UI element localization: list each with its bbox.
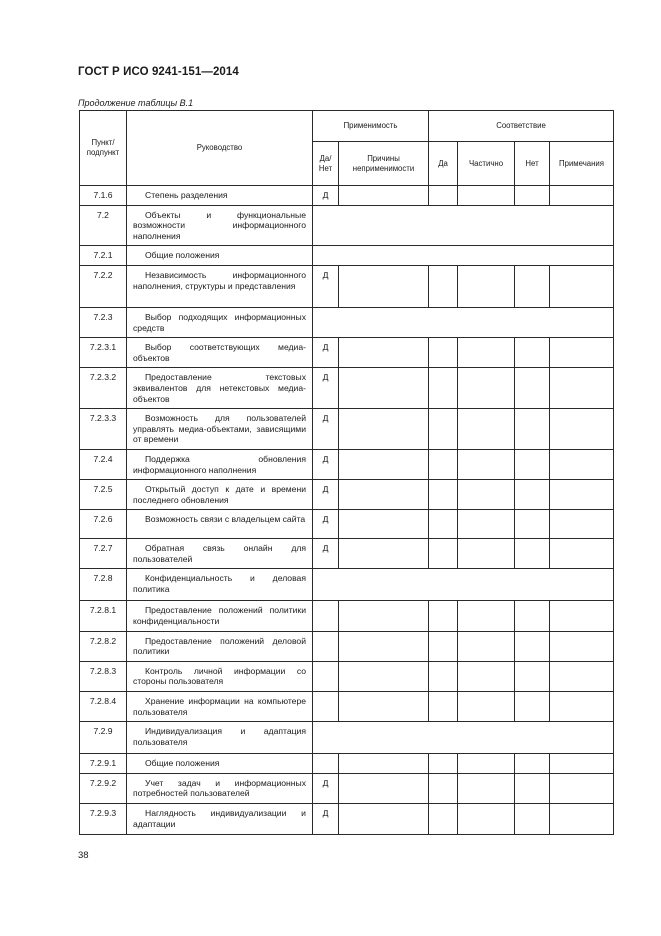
guidance-cell: [127, 539, 313, 569]
compliance-yes-cell: [429, 409, 458, 450]
compliance-table: [79, 110, 614, 835]
compliance-yes-cell: [429, 601, 458, 631]
compliance-partial-cell: [458, 631, 515, 661]
notes-cell: [550, 409, 614, 450]
guidance-text: Предоставление положений деловой политики: [133, 635, 306, 657]
compliance-yes-cell: [429, 631, 458, 661]
document-title: ГОСТ Р ИСО 9241-151—2014: [78, 66, 239, 78]
guidance-cell: [127, 449, 313, 479]
header-yes: Да: [429, 142, 458, 186]
reason-cell: [339, 601, 429, 631]
compliance-yes-cell: [429, 265, 458, 307]
applicability-value: Д: [313, 338, 339, 368]
table-row: [80, 307, 614, 337]
guidance-text: Общие положения: [145, 758, 220, 769]
notes-cell: [550, 186, 614, 206]
table-row: [80, 265, 614, 307]
item-number: 7.2.3: [80, 307, 127, 337]
notes-cell: [550, 449, 614, 479]
notes-cell: [550, 510, 614, 539]
item-number: 7.2.9: [80, 722, 127, 754]
guidance-cell: [127, 631, 313, 661]
guidance-cell: [127, 773, 313, 803]
compliance-no-cell: [515, 692, 550, 722]
guidance-text: Независимость информационного наполнения, структуры и представления: [133, 269, 306, 291]
merged-empty-cell: [313, 205, 614, 246]
page-number: 38: [78, 850, 89, 861]
merged-empty-cell: [313, 569, 614, 601]
compliance-partial-cell: [458, 754, 515, 774]
compliance-no-cell: [515, 601, 550, 631]
table-row: [80, 722, 614, 754]
compliance-no-cell: [515, 539, 550, 569]
applicability-value: [313, 692, 339, 722]
guidance-cell: [127, 205, 313, 246]
notes-cell: [550, 480, 614, 510]
applicability-value: Д: [313, 409, 339, 450]
item-number: 7.2.1: [80, 246, 127, 266]
header-no: Нет: [515, 142, 550, 186]
guidance-cell: [127, 265, 313, 307]
guidance-cell: [127, 409, 313, 450]
guidance-text: Обратная связь онлайн для пользователей: [133, 543, 306, 564]
reason-cell: [339, 510, 429, 539]
compliance-partial-cell: [458, 368, 515, 409]
compliance-yes-cell: [429, 661, 458, 691]
compliance-yes-cell: [429, 510, 458, 539]
table-caption: Продолжение таблицы В.1: [78, 98, 194, 108]
table-row: [80, 449, 614, 479]
applicability-value: Д: [313, 773, 339, 803]
guidance-text: Выбор соответствующих медиа-объектов: [133, 342, 306, 363]
applicability-value: Д: [313, 186, 339, 206]
compliance-yes-cell: [429, 338, 458, 368]
header-compliance: Соответствие: [429, 111, 614, 142]
guidance-text: Поддержка обновления информационного наполнения: [133, 453, 306, 475]
table-body: [80, 186, 614, 835]
compliance-no-cell: [515, 754, 550, 774]
table-row: [80, 205, 614, 246]
notes-cell: [550, 265, 614, 307]
reason-cell: [339, 265, 429, 307]
notes-cell: [550, 601, 614, 631]
compliance-partial-cell: [458, 186, 515, 206]
item-number: 7.2.3.1: [80, 338, 127, 368]
applicability-value: Д: [313, 449, 339, 479]
applicability-value: [313, 631, 339, 661]
compliance-yes-cell: [429, 480, 458, 510]
table-row: [80, 368, 614, 409]
notes-cell: [550, 692, 614, 722]
guidance-text: Возможность связи с владельцем сайта: [145, 514, 306, 525]
guidance-cell: [127, 368, 313, 409]
compliance-no-cell: [515, 265, 550, 307]
reason-cell: [339, 661, 429, 691]
compliance-no-cell: [515, 510, 550, 539]
reason-cell: [339, 631, 429, 661]
compliance-yes-cell: [429, 368, 458, 409]
item-number: 7.2.9.2: [80, 773, 127, 803]
item-number: 7.2.8: [80, 569, 127, 601]
compliance-no-cell: [515, 804, 550, 835]
applicability-value: [313, 661, 339, 691]
reason-cell: [339, 773, 429, 803]
compliance-yes-cell: [429, 754, 458, 774]
compliance-yes-cell: [429, 539, 458, 569]
compliance-yes-cell: [429, 692, 458, 722]
merged-empty-cell: [313, 307, 614, 337]
header-reasons: Причины неприменимости: [339, 142, 429, 186]
table-row: [80, 661, 614, 691]
notes-cell: [550, 539, 614, 569]
item-number: 7.2.5: [80, 480, 127, 510]
reason-cell: [339, 754, 429, 774]
notes-cell: [550, 773, 614, 803]
compliance-partial-cell: [458, 480, 515, 510]
guidance-text: Степень разделения: [145, 190, 228, 200]
compliance-no-cell: [515, 480, 550, 510]
guidance-cell: [127, 186, 313, 206]
item-number: 7.2.2: [80, 265, 127, 307]
applicability-value: [313, 754, 339, 774]
header-guide: Руководство: [127, 111, 313, 186]
applicability-value: Д: [313, 480, 339, 510]
guidance-cell: [127, 661, 313, 691]
guidance-text: Индивидуализация и адаптация пользователя: [133, 726, 306, 747]
table-row: [80, 539, 614, 569]
applicability-value: Д: [313, 265, 339, 307]
table-row: [80, 186, 614, 206]
applicability-value: [313, 601, 339, 631]
compliance-no-cell: [515, 631, 550, 661]
compliance-yes-cell: [429, 804, 458, 835]
compliance-partial-cell: [458, 692, 515, 722]
compliance-partial-cell: [458, 539, 515, 569]
guidance-text: Общие положения: [145, 250, 220, 261]
compliance-no-cell: [515, 368, 550, 409]
guidance-text: Возможность для пользователей управлять медиа-объектами, зависящими от времени: [133, 413, 306, 445]
table-row: [80, 692, 614, 722]
applicability-value: Д: [313, 510, 339, 539]
guidance-cell: [127, 804, 313, 835]
table-row: [80, 338, 614, 368]
compliance-yes-cell: [429, 186, 458, 206]
compliance-no-cell: [515, 773, 550, 803]
guidance-cell: [127, 569, 313, 601]
guidance-text: Контроль личной информации со стороны пользователя: [133, 665, 306, 687]
compliance-partial-cell: [458, 661, 515, 691]
guidance-text: Выбор подходящих информационных средств: [133, 311, 306, 333]
header-yes-no: Да/ Нет: [313, 142, 339, 186]
applicability-value: Д: [313, 368, 339, 409]
table-row: [80, 601, 614, 631]
compliance-no-cell: [515, 449, 550, 479]
table-row: [80, 804, 614, 835]
guidance-cell: [127, 246, 313, 266]
compliance-partial-cell: [458, 510, 515, 539]
table-row: [80, 569, 614, 601]
item-number: 7.2.6: [80, 510, 127, 539]
compliance-no-cell: [515, 661, 550, 691]
guidance-cell: [127, 307, 313, 337]
compliance-no-cell: [515, 186, 550, 206]
table-row: [80, 754, 614, 774]
applicability-value: Д: [313, 539, 339, 569]
guidance-cell: [127, 338, 313, 368]
item-number: 7.2.8.3: [80, 661, 127, 691]
item-number: 7.2.8.2: [80, 631, 127, 661]
reason-cell: [339, 449, 429, 479]
notes-cell: [550, 804, 614, 835]
reason-cell: [339, 480, 429, 510]
compliance-yes-cell: [429, 449, 458, 479]
guidance-text: Учет задач и информационных потребностей пользователей: [133, 777, 306, 799]
compliance-partial-cell: [458, 338, 515, 368]
header-item: Пункт/ подпункт: [80, 111, 127, 186]
item-number: 7.2: [80, 205, 127, 246]
compliance-yes-cell: [429, 773, 458, 803]
table-row: [80, 773, 614, 803]
notes-cell: [550, 338, 614, 368]
guidance-text: Объекты и функциональные возможности информационного наполнения: [133, 209, 306, 241]
notes-cell: [550, 754, 614, 774]
item-number: 7.2.9.1: [80, 754, 127, 774]
reason-cell: [339, 409, 429, 450]
compliance-no-cell: [515, 409, 550, 450]
guidance-text: Предоставление положений политики конфиденциальности: [133, 605, 306, 627]
guidance-cell: [127, 601, 313, 631]
item-number: 7.2.7: [80, 539, 127, 569]
compliance-partial-cell: [458, 409, 515, 450]
table-row: [80, 409, 614, 450]
table-row: [80, 480, 614, 510]
table-row: [80, 631, 614, 661]
item-number: 7.2.3.3: [80, 409, 127, 450]
guidance-cell: [127, 722, 313, 754]
compliance-no-cell: [515, 338, 550, 368]
notes-cell: [550, 661, 614, 691]
guidance-text: Открытый доступ к дате и времени последнего обновления: [133, 484, 306, 505]
item-number: 7.2.8.4: [80, 692, 127, 722]
reason-cell: [339, 692, 429, 722]
reason-cell: [339, 804, 429, 835]
merged-empty-cell: [313, 246, 614, 266]
guidance-cell: [127, 754, 313, 774]
compliance-partial-cell: [458, 773, 515, 803]
reason-cell: [339, 368, 429, 409]
table-row: [80, 510, 614, 539]
item-number: 7.2.3.2: [80, 368, 127, 409]
item-number: 7.2.8.1: [80, 601, 127, 631]
reason-cell: [339, 186, 429, 206]
header-partial: Частично: [458, 142, 515, 186]
reason-cell: [339, 338, 429, 368]
compliance-partial-cell: [458, 449, 515, 479]
reason-cell: [339, 539, 429, 569]
guidance-text: Конфиденциальность и деловая политика: [133, 573, 306, 595]
guidance-cell: [127, 692, 313, 722]
notes-cell: [550, 368, 614, 409]
applicability-value: Д: [313, 804, 339, 835]
header-notes: Примечания: [550, 142, 614, 186]
notes-cell: [550, 631, 614, 661]
item-number: 7.2.4: [80, 449, 127, 479]
guidance-text: Предоставление текстовых эквивалентов для нетекстовых медиа-объектов: [133, 372, 306, 404]
merged-empty-cell: [313, 722, 614, 754]
guidance-cell: [127, 510, 313, 539]
guidance-text: Наглядность индивидуализации и адаптации: [133, 808, 306, 829]
compliance-partial-cell: [458, 265, 515, 307]
item-number: 7.2.9.3: [80, 804, 127, 835]
compliance-partial-cell: [458, 804, 515, 835]
header-applicability: Применимость: [313, 111, 429, 142]
guidance-text: Хранение информации на компьютере пользователя: [133, 696, 306, 717]
guidance-cell: [127, 480, 313, 510]
compliance-partial-cell: [458, 601, 515, 631]
table-row: [80, 246, 614, 266]
item-number: 7.1.6: [80, 186, 127, 206]
